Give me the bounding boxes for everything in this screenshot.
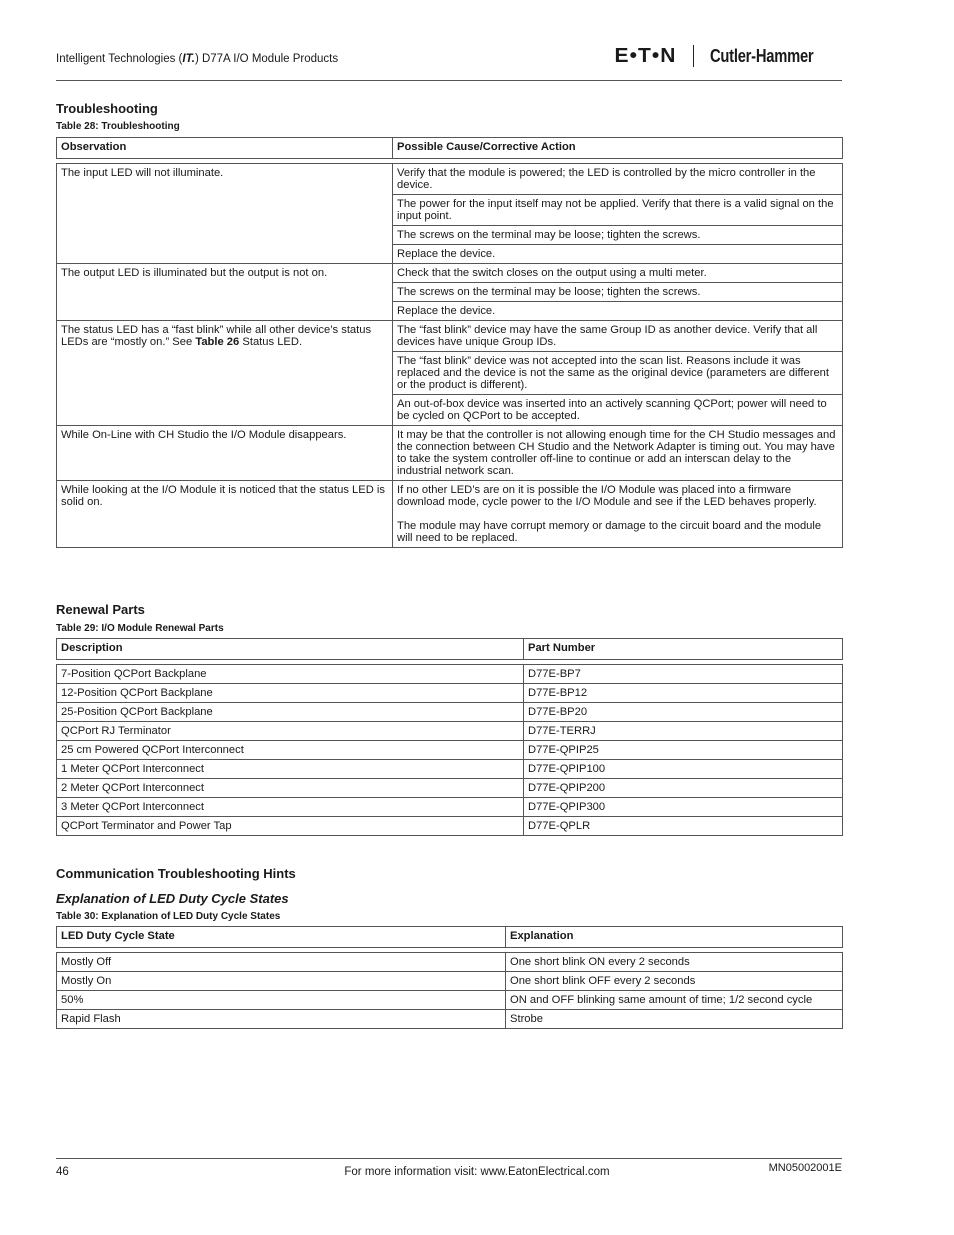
brand-logo (616, 44, 836, 68)
table-row: 3 Meter QCPort Interconnect D77E-QPIP300 (57, 798, 843, 817)
brand-divider (693, 45, 694, 67)
table-26-ref: Table 26 (195, 336, 240, 348)
renewal-parts-heading: Renewal Parts (56, 602, 145, 617)
action-cell: Check that the switch closes on the output using a multi meter. (393, 264, 843, 283)
table-row: 50% ON and OFF blinking same amount of time; 1/2 second cycle (57, 991, 843, 1010)
troubleshooting-table (56, 137, 843, 548)
footer-info: For more information visit: www.EatonElectrical.com (344, 1166, 610, 1178)
observation-cell: The output LED is illuminated but the output is not on. (57, 264, 393, 321)
renewal-parts-table (56, 638, 843, 836)
table-row (57, 426, 843, 481)
table-row: 25-Position QCPort Backplane D77E-BP20 (57, 703, 843, 722)
table-header-row (57, 639, 843, 660)
action-cell: Replace the device. (393, 245, 843, 264)
col-action: Possible Cause/Corrective Action (393, 138, 843, 159)
action-cell: Verify that the module is powered; the LED is controlled by the micro controller in the device. (393, 164, 843, 195)
col-observation: Observation (57, 138, 393, 159)
action-cell: It may be that the controller is not allowing enough time for the CH Studio messages and the connection between CH Studio and the Network Adapter is timing out. You may have to take the system controller off-line to continue or add an interscan delay to the industrial network scan. (393, 426, 843, 481)
table-row: 12-Position QCPort Backplane D77E-BP12 (57, 684, 843, 703)
cutler-hammer-logo: Cutler-Hammer (709, 45, 814, 66)
col-part-number: Part Number (524, 639, 843, 660)
table-row: Mostly On One short blink OFF every 2 seconds (57, 972, 843, 991)
table-row: 2 Meter QCPort Interconnect D77E-QPIP200 (57, 779, 843, 798)
action-cell: The power for the input itself may not be applied. Verify that there is a valid signal on the input point. (393, 195, 843, 226)
action-cell: The screws on the terminal may be loose; tighten the screws. (393, 226, 843, 245)
table-30-caption: Table 30: Explanation of LED Duty Cycle States (56, 911, 281, 922)
action-cell: The “fast blink” device was not accepted into the scan list. Reasons include it was replaced and the device is not the same as the original device (parameters are different or the product is different). (393, 352, 843, 395)
observation-cell: The input LED will not illuminate. (57, 164, 393, 264)
led-duty-table (56, 926, 843, 1029)
table-29-caption: Table 29: I/O Module Renewal Parts (56, 623, 224, 634)
footer-rule (56, 1158, 842, 1159)
eaton-logo: E•T•N (614, 44, 677, 67)
action-cell: The screws on the terminal may be loose; tighten the screws. (393, 283, 843, 302)
action-cell: If no other LED’s are on it is possible the I/O Module was placed into a firmware download mode, cycle power to the I/O Module and see if the LED behaves properly. The module may have corrupt memory or damage to the circuit board and the module will need to be replaced. (393, 481, 843, 548)
observation-cell: The status LED has a “fast blink” while all other device’s status LEDs are “mostly on.” See Table 26 Status LED. (57, 321, 393, 426)
document-number: MN05002001E (768, 1162, 842, 1174)
table-header-row (57, 138, 843, 159)
col-explanation: Explanation (506, 927, 843, 948)
col-led-state: LED Duty Cycle State (57, 927, 506, 948)
table-row: QCPort Terminator and Power Tap D77E-QPLR (57, 817, 843, 836)
col-description: Description (57, 639, 524, 660)
table-row: 1 Meter QCPort Interconnect D77E-QPIP100 (57, 760, 843, 779)
troubleshooting-heading: Troubleshooting (56, 101, 158, 116)
table-row: Mostly Off One short blink ON every 2 seconds (57, 953, 843, 972)
action-cell: Replace the device. (393, 302, 843, 321)
table-row (57, 321, 843, 352)
observation-cell: While On-Line with CH Studio the I/O Module disappears. (57, 426, 393, 481)
table-row: 7-Position QCPort Backplane D77E-BP7 (57, 665, 843, 684)
table-row (57, 264, 843, 283)
page-header (56, 40, 842, 81)
table-row: 25 cm Powered QCPort Interconnect D77E-QPIP25 (57, 741, 843, 760)
table-row (57, 164, 843, 195)
action-cell: An out-of-box device was inserted into an actively scanning QCPort; power will need to be cycled on QCPort to be accepted. (393, 395, 843, 426)
table-28-caption: Table 28: Troubleshooting (56, 121, 180, 132)
action-cell: The “fast blink” device may have the same Group ID as another device. Verify that all devices have unique Group IDs. (393, 321, 843, 352)
table-row: Rapid Flash Strobe (57, 1010, 843, 1029)
led-duty-subheading: Explanation of LED Duty Cycle States (56, 891, 289, 906)
header-title: Intelligent Technologies (IT.) D77A I/O Module Products (56, 53, 339, 65)
table-header-row (57, 927, 843, 948)
observation-cell: While looking at the I/O Module it is noticed that the status LED is solid on. (57, 481, 393, 548)
page-number: 46 (56, 1166, 69, 1178)
table-row (57, 481, 843, 548)
comm-hints-heading: Communication Troubleshooting Hints (56, 866, 296, 881)
table-row: QCPort RJ Terminator D77E-TERRJ (57, 722, 843, 741)
